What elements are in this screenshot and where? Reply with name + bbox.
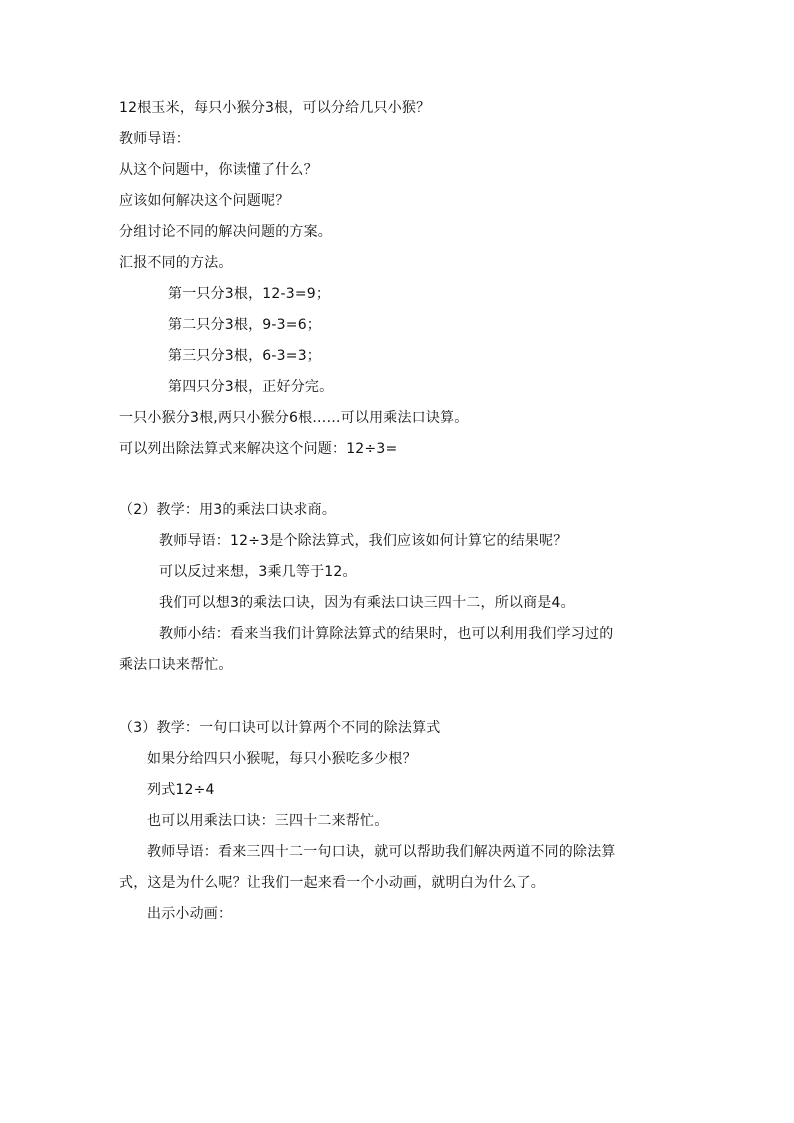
text-line: 可以列出除法算式来解决这个问题：12÷3= [119,441,398,457]
text-line: 出示小动画： [147,906,233,922]
problem-statement: 12根玉米，每只小猴分3根，可以分给几只小猴？ [119,100,431,116]
text-line: 教师导语：12÷3是个除法算式，我们应该如何计算它的结果呢？ [159,533,568,549]
section-heading: （3）教学：一句口诀可以计算两个不同的除法算式 [119,720,441,736]
text-line: 一只小猴分3根,两只小猴分6根……可以用乘法口诀算。 [119,410,469,426]
method-step: 第四只分3根，正好分完。 [168,379,334,395]
text-line: 可以反过来想，3乘几等于12。 [159,564,357,580]
text-line: 汇报不同的方法。 [119,255,233,271]
method-step: 第二只分3根，9-3=6； [168,317,322,333]
text-line: 分组讨论不同的解决问题的方案。 [119,224,332,240]
text-line: 教师小结：看来当我们计算除法算式的结果时，也可以利用我们学习过的 [159,626,614,642]
teacher-guide-heading: 教师导语： [119,131,190,147]
text-line: 教师导语：看来三四十二一句口诀，就可以帮助我们解决两道不同的除法算 [147,844,616,860]
section-heading: （2）教学：用3的乘法口诀求商。 [119,502,337,518]
text-line: 式，这是为什么呢？让我们一起来看一个小动画，就明白为什么了。 [119,875,545,891]
method-step: 第三只分3根，6-3=3； [168,348,322,364]
text-line: 也可以用乘法口诀：三四十二来帮忙。 [147,813,389,829]
text-line: 应该如何解决这个问题呢？ [119,193,290,209]
text-line: 如果分给四只小猴呢，每只小猴吃多少根？ [147,751,417,767]
method-step: 第一只分3根，12-3=9； [168,286,331,302]
text-line: 乘法口诀来帮忙。 [119,657,233,673]
text-line: 列式12÷4 [147,782,215,798]
text-line: 从这个问题中，你读懂了什么？ [119,162,318,178]
text-line: 我们可以想3的乘法口诀，因为有乘法口诀三四十二，所以商是4。 [159,595,575,611]
